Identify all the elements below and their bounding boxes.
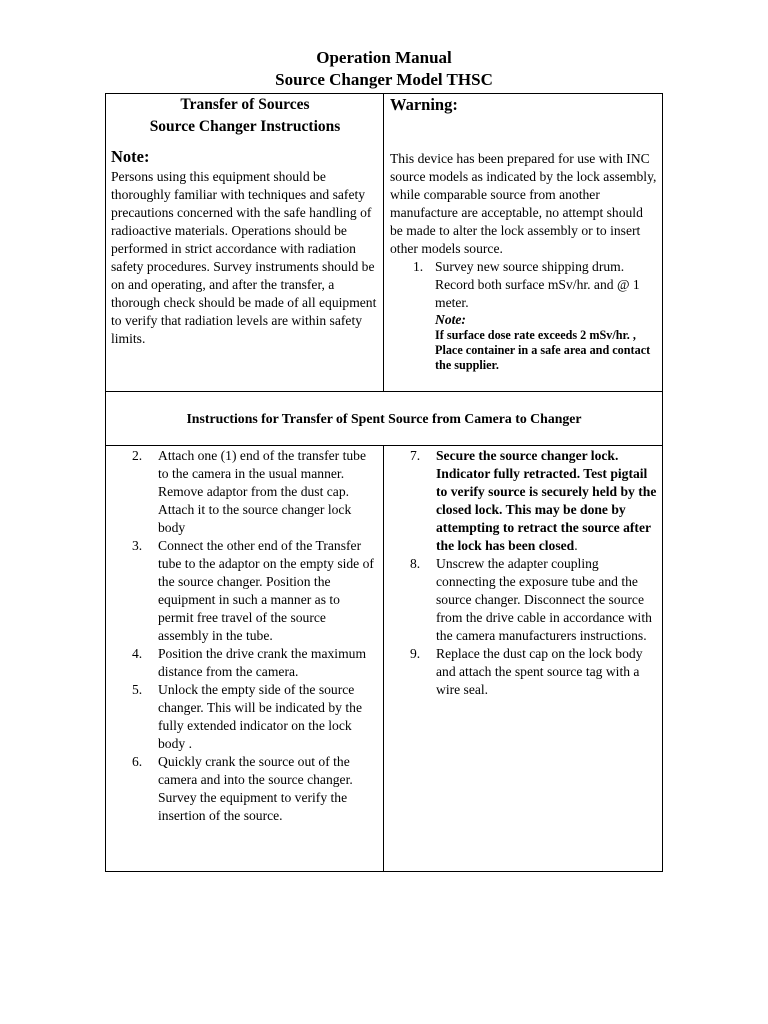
step-number: 7.	[410, 448, 421, 463]
list-item	[390, 258, 658, 312]
step-text: Unscrew the adapter coupling connecting the exposure tube and the source changer. Disconnect the source from the drive cable in accordance with the camera manufacturers instructions.	[436, 556, 652, 643]
step-number: 8.	[410, 556, 421, 571]
step-text: Unlock the empty side of the source changer. This will be indicated by the fully extended indicator on the lock body .	[158, 682, 362, 751]
step-number: 6.	[132, 754, 143, 769]
list-item	[106, 645, 378, 681]
document-title: Operation Manual	[316, 48, 452, 67]
step-number: 1.	[413, 259, 424, 274]
warning-label: Warning:	[390, 95, 458, 114]
step-number: 3.	[132, 538, 143, 553]
list-item	[106, 537, 378, 645]
step-number: 2.	[132, 448, 143, 463]
step-text: Quickly crank the source out of the camera and into the source changer. Survey the equipment to verify the insertion of the source.	[158, 754, 353, 823]
step-text: Position the drive crank the maximum distance from the camera.	[158, 646, 367, 679]
table-row-divider-2	[105, 445, 663, 446]
step1-note-label: Note:	[435, 312, 466, 327]
step-text: Connect the other end of the Transfer tube to the adaptor on the empty side of the source changer. Position the equipment in such a manner as to permit free travel of the source assembly in the tube.	[158, 538, 374, 643]
table-divider-top	[383, 93, 384, 391]
step-text: Attach one (1) end of the transfer tube to the camera in the usual manner. Remove adaptor from the dust cap. Attach it to the source changer lock body	[158, 448, 366, 535]
step-text: Replace the dust cap on the lock body and attach the spent source tag with a wire seal.	[436, 646, 643, 697]
table-row-divider-1	[105, 391, 663, 392]
right-top-cell	[390, 94, 658, 373]
list-item	[384, 645, 658, 699]
section-heading: Instructions for Transfer of Spent Source from Camera to Changer	[186, 411, 582, 426]
step-text: Secure the source changer lock. Indicator fully retracted. Test pigtail to verify source is securely held by the closed lock. This may be done by attempting to retract the source after the lock has been closed	[436, 448, 657, 553]
list-item	[384, 555, 658, 645]
left-steps-list	[106, 447, 378, 825]
cell-heading-instructions: Source Changer Instructions	[149, 118, 341, 135]
initial-steps-list	[390, 258, 658, 312]
list-item	[106, 753, 378, 825]
list-item	[106, 681, 378, 753]
warning-text: This device has been prepared for use with INC source models as indicated by the lock assembly, while comparable source from another manufacture are acceptable, no attempt should be made to alter the lock assembly or to insert other models source.	[390, 151, 657, 256]
document-subtitle: Source Changer Model THSC	[275, 70, 493, 89]
left-top-cell	[111, 94, 379, 348]
left-steps-cell	[106, 447, 378, 825]
right-steps-list	[384, 447, 658, 699]
list-item	[106, 447, 378, 537]
step-text-end: .	[574, 538, 578, 553]
note-label: Note:	[111, 147, 150, 166]
step1-note-text: If surface dose rate exceeds 2 mSv/hr. , Place container in a safe area and contact the supplier.	[435, 328, 651, 372]
cell-heading-transfer: Transfer of Sources	[180, 96, 310, 113]
note-text: Persons using this equipment should be thoroughly familiar with techniques and safety precautions concerned with the safe handling of radioactive materials. Operations should be performed in strict accordance with radiation safety procedures. Survey instruments should be on and operating, and after the transfer, a thorough check should be made of all equipment to verify that radiation levels are within safety limits.	[111, 169, 377, 346]
right-steps-cell	[384, 447, 658, 699]
step-number: 4.	[132, 646, 143, 661]
step-number: 5.	[132, 682, 143, 697]
step-number: 9.	[410, 646, 421, 661]
step-text: Survey new source shipping drum. Record both surface mSv/hr. and @ 1 meter.	[435, 259, 640, 310]
list-item	[384, 447, 658, 555]
